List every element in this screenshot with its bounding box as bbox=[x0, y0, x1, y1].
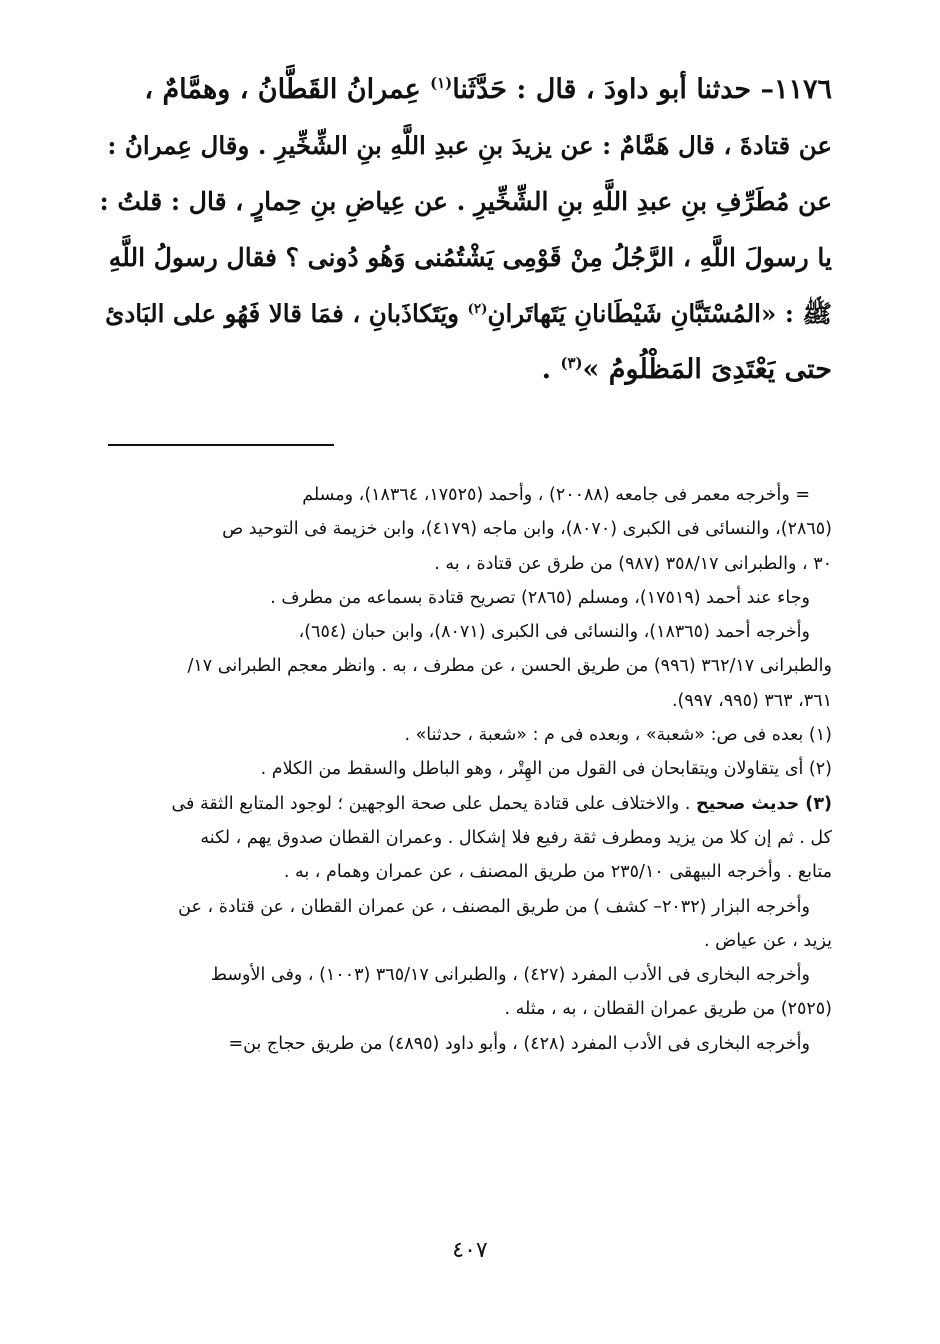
footnote-line: وجاء عند أحمد (١٧٥١٩)، ومسلم (٢٨٦٥) تصريح قتادة بسماعه من مطرف . bbox=[270, 587, 810, 608]
footnote-line: ٣٦١، ٣٦٣ (٩٩٥، ٩٩٧). bbox=[671, 690, 832, 711]
hadith-line: عن قتادةَ ، قال هَمَّامٌ : عن يزيدَ بنِ عبدِ اللَّهِ بنِ الشِّخِّيرِ . وقال عِمرانُ : bbox=[107, 131, 832, 160]
hadith-line-text: ﷺ : «المُسْتَبَّانِ شَيْطَانانِ يَتَهاتَرانِ bbox=[487, 299, 832, 328]
footnote-line: وأخرجه البخارى فى الأدب المفرد (٤٢٧) ، والطبرانى ٣٦٥/١٧ (١٠٠٣) ، وفى الأوسط bbox=[210, 965, 810, 986]
hadith-text bbox=[97, 62, 832, 398]
footnote-line-text: . والاختلاف على قتادة يحمل على صحة الوجهين ؛ لوجود المتابع الثقة فى bbox=[171, 793, 697, 814]
footnote-line: (٢٨٦٥)، والنسائى فى الكبرى (٨٠٧٠)، وابن ماجه (٤١٧٩)، وابن خزيمة فى التوحيد ص bbox=[222, 519, 832, 540]
hadith-line: يا رسولَ اللَّهِ ، الرَّجُلُ مِنْ قَوْمِى يَشْتُمُنى وَهُو دُونى ؟ فقال رسولُ اللَّهِ bbox=[108, 243, 832, 272]
grading-label: (٣) حديث صحيح bbox=[696, 793, 832, 814]
footnote-1: (١) بعده فى ص: «شعبة» ، وبعده فى م : «شعبة ، حدثنا» . bbox=[404, 725, 832, 746]
footnote-line: وأخرجه البخارى فى الأدب المفرد (٤٢٨) ، وأبو داود (٤٨٩٥) من طريق حجاج بن= bbox=[228, 1033, 810, 1054]
footnote-line: والطبرانى ٣٦٢/١٧ (٩٩٦) من طريق الحسن ، عن مطرف ، به . وانظر معجم الطبرانى ١٧/ bbox=[187, 656, 832, 677]
footnote-divider bbox=[108, 444, 334, 446]
hadith-line: عن مُطَرِّفِ بنِ عبدِ اللَّهِ بنِ الشِّخِّيرِ . عن عِياضِ بنِ حِمارٍ ، قال : قلتُ : bbox=[99, 187, 832, 216]
hadith-line-text: – حدثنا أبو داودَ ، قال : حَدَّثَنا bbox=[452, 74, 774, 105]
hadith-line-text: عِمرانُ القَطَّانُ ، وهمَّامٌ ، bbox=[144, 74, 431, 105]
hadith-line bbox=[97, 62, 832, 118]
footnote-ref: (٣) bbox=[560, 354, 583, 372]
footnote-line: متابع . وأخرجه البيهقى ٢٣٥/١٠ من طريق المصنف ، عن عمران وهمام ، به . bbox=[283, 862, 832, 883]
page-number: ٤٠٧ bbox=[452, 1238, 488, 1263]
footnote-line: ٣٠ ، والطبرانى ٣٥٨/١٧ (٩٨٧) من طرق عن قتادة ، به . bbox=[434, 553, 832, 574]
footnote-line: (٢٥٢٥) من طريق عمران القطان ، به ، مثله . bbox=[504, 999, 832, 1020]
hadith-line bbox=[97, 342, 832, 398]
footnotes bbox=[107, 478, 832, 1061]
footnote-ref: (١) bbox=[430, 74, 453, 92]
footnote-line: = وأخرجه معمر فى جامعه (٢٠٠٨٨) ، وأحمد (١٧٥٢٥، ١٨٣٦٤)، ومسلم bbox=[302, 485, 810, 505]
hadith-line-text: . bbox=[541, 354, 561, 385]
footnote-line: كل . ثم إن كلا من يزيد ومطرف ثقة رفيع فلا إشكال . وعمران القطان صدوق يهم ، لكنه bbox=[200, 827, 832, 848]
hadith-line-text: حتى يَعْتَدِىَ المَظْلُومُ » bbox=[582, 354, 832, 385]
footnote-3 bbox=[107, 787, 832, 821]
footnote-line: وأخرجه أحمد (١٨٣٦٥)، والنسائى فى الكبرى (٨٠٧١)، وابن حبان (٦٥٤)، bbox=[298, 622, 810, 643]
footnote-line: وأخرجه البزار (٢٠٣٢– كشف ) من طريق المصنف ، عن عمران القطان ، عن قتادة ، عن bbox=[178, 896, 810, 917]
hadith-line bbox=[97, 286, 832, 342]
hadith-number: ١١٧٦ bbox=[773, 74, 832, 105]
footnote-2: (٢) أى يتقاولان ويتقابحان فى القول من الهِتْر ، وهو الباطل والسقط من الكلام . bbox=[260, 759, 832, 780]
footnote-line: يزيد ، عن عياض . bbox=[703, 930, 832, 951]
footnote-ref: (٢) bbox=[467, 300, 488, 317]
hadith-line-text: ويَتَكاذَبانِ ، فمَا قالا فَهُو على البَادئ bbox=[105, 299, 468, 328]
